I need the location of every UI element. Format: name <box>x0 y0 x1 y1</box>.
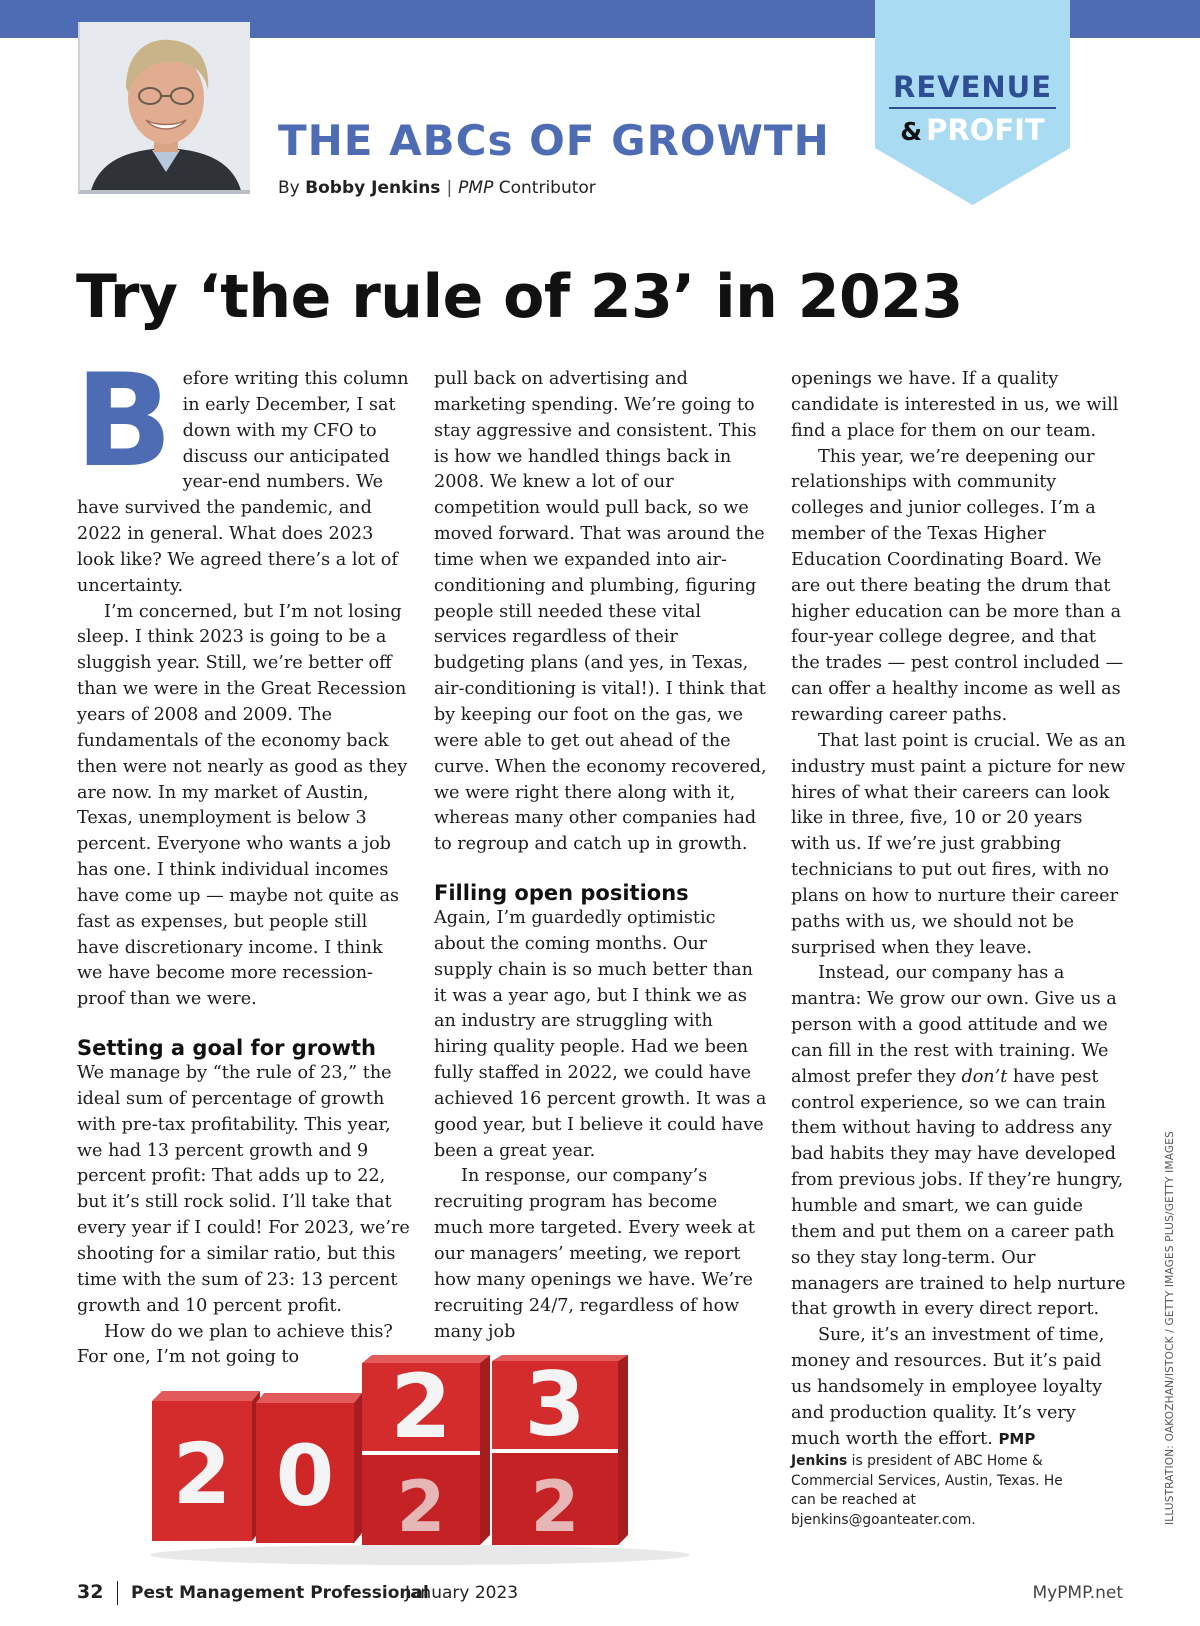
paragraph: Again, I’m guardedly optimistic about the coming months. Our supply chain is so much better than it was a year ago, but I think we as an industry are struggling with hiring quality people. Had we been fully staffed in 2022, we could have achieved 16 percent growth. It was a good year, but I believe it could have been a great year. <box>434 908 767 1161</box>
cube-digit-2: 0 <box>275 1427 335 1525</box>
paragraph: This year, we’re deepening our relationships with community colleges and junior colleges. I’m a member of the Texas Higher Education Coordinating Board. We are out there beating the drum that higher education can be more than a four-year college degree, and that the trades — pest control included — can offer a healthy income as well as rewarding career paths. <box>791 446 1124 725</box>
paragraph <box>791 961 1126 1323</box>
section-badge <box>875 70 1070 147</box>
paragraph: How do we plan to achieve this? For one, I’m not going to <box>77 1321 393 1368</box>
illustration-credit: ILLUSTRATION: OAKOZHAN/ISTOCK / GETTY IMAGES PLUS/GETTY IMAGES <box>1164 1131 1176 1525</box>
subhead-goal-for-growth: Setting a goal for growth <box>77 1036 376 1061</box>
author-name: Bobby Jenkins <box>305 178 441 198</box>
paragraph: efore writing this column in early December, I sat down with my CFO to discuss our anticipated year-end numbers. We have survived the pandemic, and 2022 in general. What does 2023 look like? We agreed there’s a lot of uncertainty. <box>77 369 409 596</box>
cube-digit-1: 2 <box>172 1425 232 1523</box>
cube-digit-4: 3 <box>524 1355 586 1456</box>
drop-cap: B <box>75 347 173 496</box>
paragraph <box>791 1323 1126 1452</box>
section-badge-line2 <box>875 113 1070 147</box>
cube-digit-under-3: 2 <box>396 1466 446 1548</box>
publication-short: PMP <box>458 178 494 198</box>
bio-text: is president of ABC Home & Commercial Services, Austin, Texas. He can be reached at bjenkins@goanteater.com. <box>791 1453 1063 1528</box>
byline-prefix: By <box>278 178 300 198</box>
article-column-1 <box>75 347 410 1371</box>
issue-date: January 2023 <box>405 1583 519 1603</box>
author-bio <box>791 1452 1091 1530</box>
paragraph: openings we have. If a quality candidate is interested in us, we will find a place for them on our team. <box>791 369 1119 441</box>
section-badge-amp: & <box>900 117 923 146</box>
paragraph: That last point is crucial. We as an industry must paint a picture for new hires of what their careers can look like in three, five, 10 or 20 years with us. If we’re just grabbing technicians to put out fires, with no plans on how to nurture their career paths with us, we should not be surprised when they leave. <box>791 730 1126 958</box>
byline-role: Contributor <box>498 178 596 198</box>
page-footer <box>77 1581 1123 1607</box>
page-number: 32 <box>77 1581 104 1603</box>
bio-name: Jenkins <box>791 1453 848 1470</box>
website-link[interactable]: MyPMP.net <box>1032 1583 1123 1603</box>
section-badge-line1: REVENUE <box>889 70 1056 109</box>
section-badge-line2-text: PROFIT <box>926 113 1045 147</box>
paragraph-text: have pest control experience, so we can train them without having to address any bad habits they may have developed from previous jobs. If they’re hungry, humble and smart, we can guide them and put them on a career path so they stay long-term. Our managers are trained to help nurture that growth in every direct report. <box>791 1066 1126 1320</box>
paragraph: pull back on advertising and marketing spending. We’re going to stay aggressive and consistent. This is how we handled things back in 2008. We knew a lot of our competition would pull back, so we moved forward. That was around the time when we expanded into air-conditioning and plumbing, figuring people still needed these vital services regardless of their budgeting plans (and yes, in Texas, air-conditioning is vital!). I think that by keeping our foot on the gas, we were able to get out ahead of the curve. When the economy recovered, we were right there along with it, whereas many other companies had to regroup and catch up in growth. <box>434 369 767 855</box>
cube-digit-3: 2 <box>390 1355 452 1458</box>
byline <box>278 178 596 198</box>
paragraph-text: Sure, it’s an investment of time, money and resources. But it’s paid us handsomely in employee loyalty and production quality. It’s very much worth the effort. <box>791 1325 1105 1449</box>
paragraph-text: Instead, our company has a mantra: We grow our own. Give us a person with a good attitude and we can fill in the rest with training. We almost prefer they <box>791 963 1117 1087</box>
footer-divider <box>117 1581 118 1605</box>
cube-digit-under-4: 2 <box>530 1466 580 1548</box>
author-headshot <box>78 22 250 194</box>
2023-cubes-illustration <box>140 1355 700 1565</box>
paragraph: We manage by “the rule of 23,” the ideal sum of percentage of growth with pre-tax profitability. This year, we had 13 percent growth and 9 percent profit: That adds up to 22, but it’s still rock solid. I’ll take that every year if I could! For 2023, we’re shooting for a similar ratio, but this time with the sum of 23: 13 percent growth and 10 percent profit. <box>77 1063 410 1316</box>
column-title: THE ABCs OF GROWTH <box>278 116 830 165</box>
article-column-2 <box>434 367 769 1345</box>
magazine-name: Pest Management Professional <box>131 1583 429 1603</box>
article-headline: Try ‘the rule of 23’ in 2023 <box>76 262 963 332</box>
byline-separator: | <box>446 178 453 198</box>
paragraph: I’m concerned, but I’m not losing sleep. I think 2023 is going to be a sluggish year. Still, we’re better off than we were in the Great Recession years of 2008 and 2009. The fundamentals of the economy back then were not nearly as good as they are now. In my market of Austin, Texas, unemployment is below 3 percent. Everyone who wants a job has one. I think individual incomes have come up — maybe not quite as fast as expenses, but people still have discretionary income. I think we have become more recession-proof than we were. <box>77 601 408 1010</box>
paragraph: In response, our company’s recruiting program has become much more targeted. Every week at our managers’ meeting, we report how many openings we have. We’re recruiting 24/7, regardless of how many job <box>434 1166 755 1342</box>
emphasis-text: don’t <box>961 1066 1008 1087</box>
end-mark: PMP <box>998 1429 1036 1448</box>
subhead-filling-open-positions: Filling open positions <box>434 881 689 906</box>
article-column-3 <box>791 367 1126 1530</box>
